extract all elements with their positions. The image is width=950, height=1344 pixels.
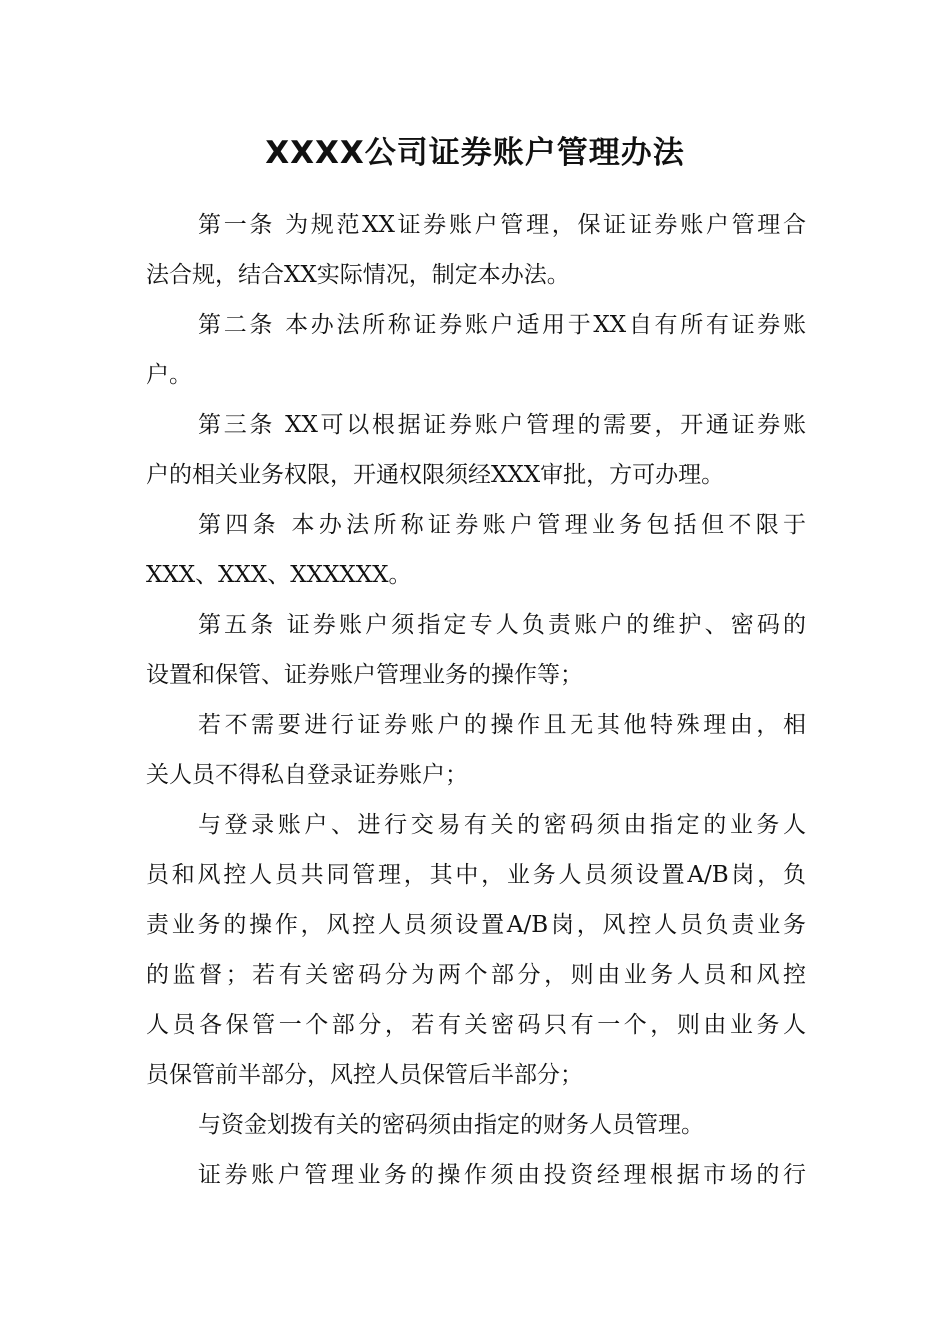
body-line: 责业务的操作，风控人员须设置A/B岗，风控人员负责业务 <box>146 912 806 938</box>
body-line: 关人员不得私自登录证券账户； <box>146 762 468 788</box>
body-line: 第五条 证券账户须指定专人负责账户的维护、密码的 <box>198 612 806 638</box>
body-line: 第三条 XX可以根据证券账户管理的需要，开通证券账 <box>198 412 806 438</box>
body-line: 法合规，结合XX实际情况，制定本办法。 <box>146 262 570 288</box>
body-line: 户。 <box>146 362 192 388</box>
body-line: 第四条 本办法所称证券账户管理业务包括但不限于 <box>198 512 806 538</box>
body-line: 户的相关业务权限，开通权限须经XXX审批，方可办理。 <box>146 462 725 488</box>
document-body <box>146 200 806 1200</box>
body-line: 设置和保管、证券账户管理业务的操作等； <box>146 662 583 688</box>
body-line: XXX、XXX、XXXXXX。 <box>146 562 412 588</box>
body-line: 与资金划拨有关的密码须由指定的财务人员管理。 <box>198 1112 704 1138</box>
body-line: 证券账户管理业务的操作须由投资经理根据市场的行 <box>198 1162 806 1188</box>
body-line: 第一条 为规范XX证券账户管理，保证证券账户管理合 <box>198 212 806 238</box>
body-line: 的监督；若有关密码分为两个部分，则由业务人员和风控 <box>146 962 806 988</box>
body-line: 员保管前半部分，风控人员保管后半部分； <box>146 1062 583 1088</box>
document-title: XXXX公司证券账户管理办法 <box>265 135 685 171</box>
body-line: 与登录账户、进行交易有关的密码须由指定的业务人 <box>198 812 806 838</box>
body-line: 第二条 本办法所称证券账户适用于XX自有所有证券账 <box>198 312 806 338</box>
body-line: 若不需要进行证券账户的操作且无其他特殊理由，相 <box>198 712 806 738</box>
body-line: 人员各保管一个部分，若有关密码只有一个，则由业务人 <box>146 1012 806 1038</box>
body-line: 员和风控人员共同管理，其中，业务人员须设置A/B岗，负 <box>146 862 806 888</box>
